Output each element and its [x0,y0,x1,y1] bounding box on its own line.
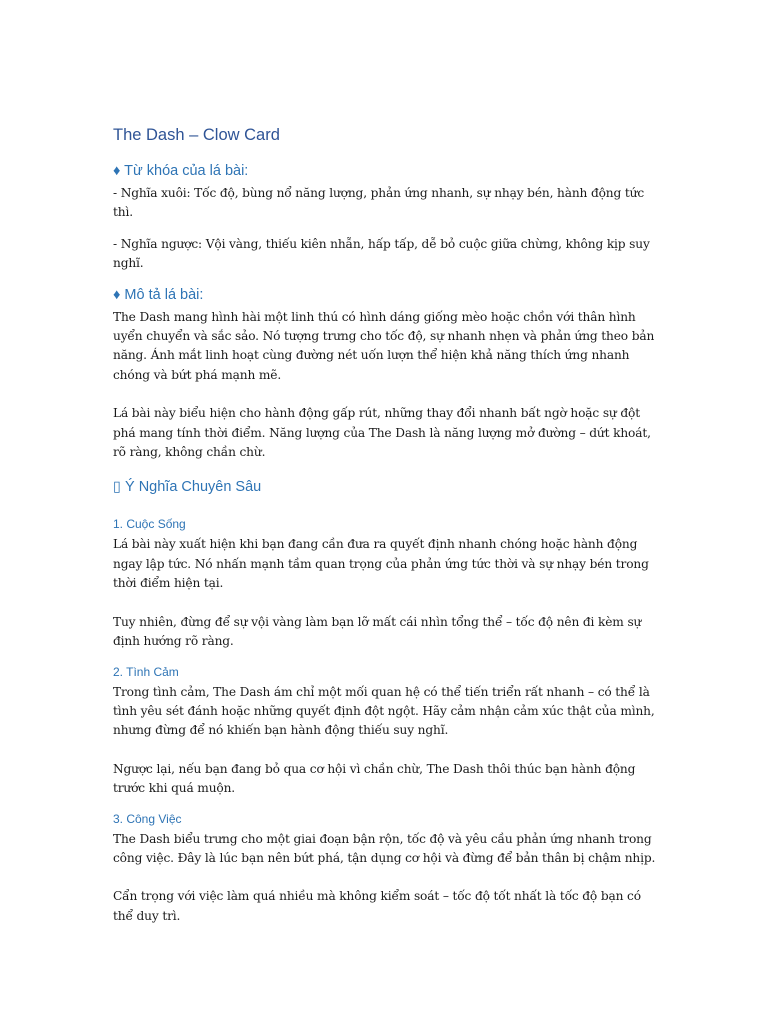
section-love-paragraph-2: Ngược lại, nếu bạn đang bỏ qua cơ hội vì chần chừ, The Dash thôi thúc bạn hành động trước khi quá muộn. [113,761,636,796]
section-love-heading: 2. Tình Cảm [113,664,179,679]
description-paragraph-2: Lá bài này biểu hiện cho hành động gấp rút, những thay đổi nhanh bất ngờ hoặc sự đột phá mang tính thời điểm. Năng lượng của The Dash là năng lượng mở đường – dứt khoát, rõ ràng, không chần chừ. [113,406,651,460]
description-heading: ♦ Mô tả lá bài: [113,286,204,303]
section-life-paragraph-2: Tuy nhiên, đừng để sự vội vàng làm bạn lỡ mất cái nhìn tổng thể – tốc độ nên đi kèm sự định hướng rõ ràng. [113,614,642,649]
keywords-heading: ♦ Từ khóa của lá bài: [113,163,249,179]
document-page [113,124,658,926]
description-paragraph-1: The Dash mang hình hài một linh thú có hình dáng giống mèo hoặc chồn với thân hình uyển chuyển và sắc sảo. Nó tượng trưng cho tốc độ, sự nhanh nhẹn và phản ứng theo bản năng. Ánh mắt linh hoạt cùng đường nét uốn lượn thể hiện khả năng thích ứng nhanh chóng và bứt phá mạnh mẽ. [113,309,655,382]
section-work-paragraph-2: Cẩn trọng với việc làm quá nhiều mà không kiểm soát – tốc độ tốt nhất là tốc độ bạn có thể duy trì. [113,889,641,923]
section-love-paragraph-1: Trong tình cảm, The Dash ám chỉ một mối quan hệ có thể tiến triển rất nhanh – có thể là tình yêu sét đánh hoặc những quyết định đột ngột. Hãy cảm nhận cảm xúc thật của mình, nhưng đừng để nó khiến bạn hành động thiếu suy nghĩ. [113,684,655,738]
meaning-heading: ▯ Ý Nghĩa Chuyên Sâu [113,479,262,496]
document-title: The Dash – Clow Card [113,126,280,144]
section-work-paragraph-1: The Dash biểu trưng cho một giai đoạn bận rộn, tốc độ và yêu cầu phản ứng nhanh trong công việc. Đây là lúc bạn nên bứt phá, tận dụng cơ hội và đừng để bản thân bị chậm nhịp. [113,831,656,865]
section-life-paragraph-1: Lá bài này xuất hiện khi bạn đang cần đưa ra quyết định nhanh chóng hoặc hành động ngay lập tức. Nó nhấn mạnh tầm quan trọng của phản ứng tức thời và sự nhạy bén trong thời điểm hiện tại. [113,537,649,591]
section-life-heading: 1. Cuộc Sống [113,517,186,532]
keyword-reversed: - Nghĩa ngược: Vội vàng, thiếu kiên nhẫn, hấp tấp, dễ bỏ cuộc giữa chừng, không kịp suy nghĩ. [113,236,650,271]
keyword-upright: - Nghĩa xuôi: Tốc độ, bùng nổ năng lượng, phản ứng nhanh, sự nhạy bén, hành động tức thì. [113,186,644,220]
section-work-heading: 3. Công Việc [113,811,182,826]
